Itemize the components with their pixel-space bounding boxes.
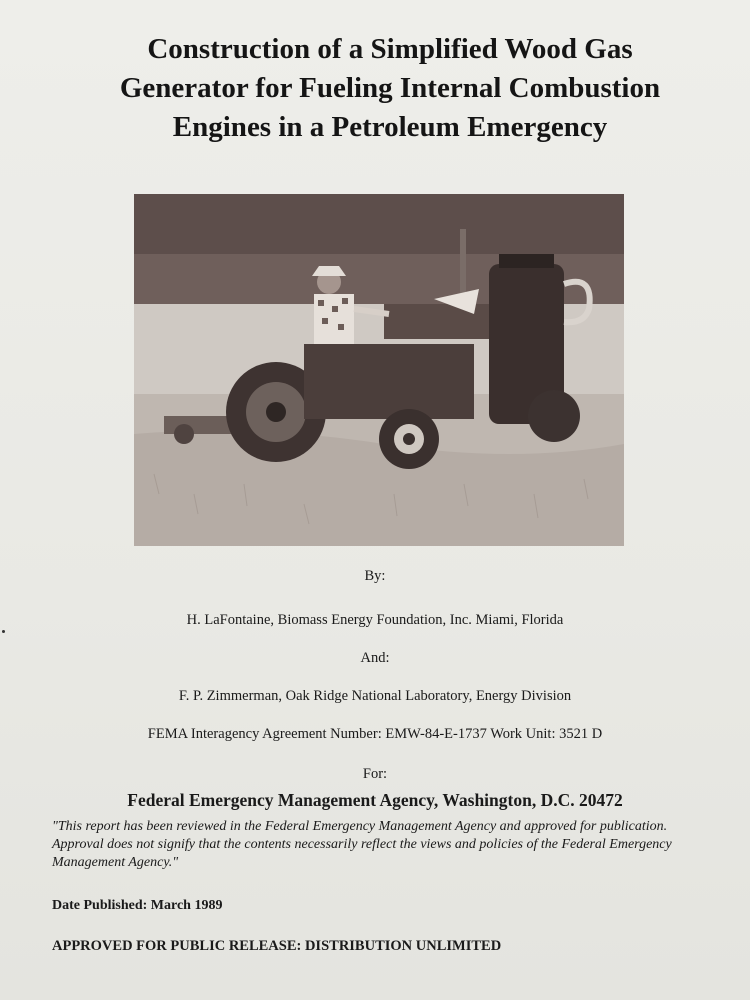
date-published: Date Published: March 1989 (52, 898, 223, 913)
release-statement: APPROVED FOR PUBLIC RELEASE: DISTRIBUTION UNLIMITED (52, 938, 502, 954)
tractor-photo (134, 194, 624, 546)
speck (2, 630, 5, 633)
and-label: And: (360, 650, 390, 666)
tractor-photo-illustration (134, 194, 624, 546)
title-line-2: Generator for Fueling Internal Combustion (119, 72, 661, 104)
title-line-1: Construction of a Simplified Wood Gas (147, 33, 633, 65)
title-line-3: Engines in a Petroleum Emergency (172, 111, 608, 143)
by-label: By: (364, 568, 386, 584)
author-2: F. P. Zimmerman, Oak Ridge National Laboratory, Energy Division (178, 688, 572, 704)
review-note: "This report has been reviewed in the Federal Emergency Management Agency and approved for publication. Approval does not signify that the contents necessarily reflect the views and policies of the Federal Emergency Management Agency." (52, 819, 672, 870)
agency-name: Federal Emergency Management Agency, Washington, D.C. 20472 (127, 790, 623, 810)
for-label: For: (362, 766, 388, 782)
author-1: H. LaFontaine, Biomass Energy Foundation, Inc. Miami, Florida (186, 612, 564, 628)
agreement-number: FEMA Interagency Agreement Number: EMW-84-E-1737 Work Unit: 3521 D (147, 726, 603, 742)
document-title (40, 30, 740, 147)
